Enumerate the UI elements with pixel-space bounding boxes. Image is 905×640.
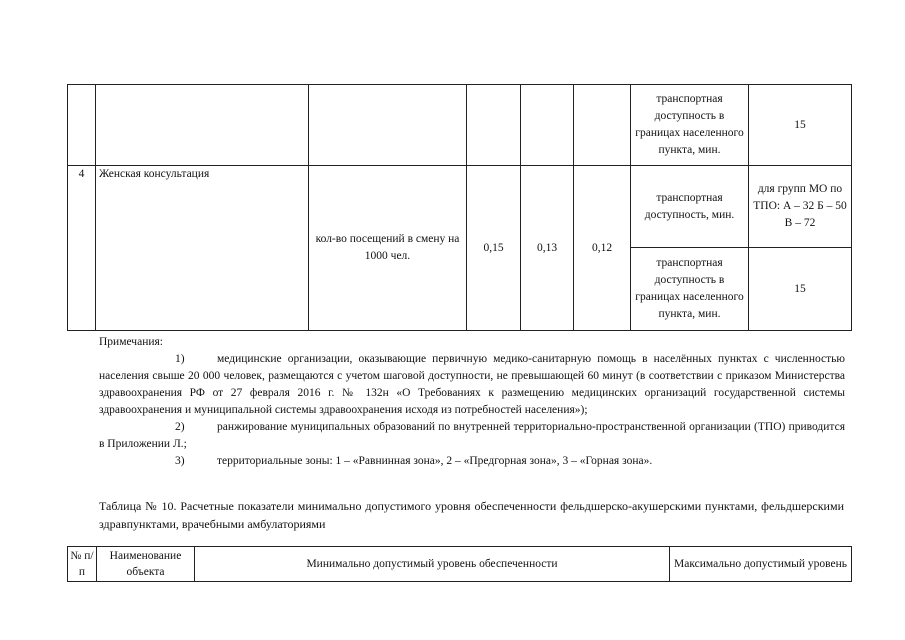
provision-table xyxy=(67,84,852,331)
unit-cell xyxy=(309,166,467,331)
value-cell: 0,12 xyxy=(574,166,631,331)
note-item xyxy=(99,419,845,453)
value-cell: 15 xyxy=(749,248,852,331)
transport-cell: транспортная доступность в границах населенного пункта, мин. xyxy=(631,248,749,331)
note-number: 3) xyxy=(175,455,185,467)
note-text: ранжирование муниципальных образований по внутренней территориально-пространственной организации (ТПО) приводится в Приложении Л.; xyxy=(99,421,845,450)
note-text: территориальные зоны: 1 – «Равнинная зона», 2 – «Предгорная зона», 3 – «Горная зона». xyxy=(217,455,653,467)
note-item xyxy=(99,351,845,419)
row-number: 4 xyxy=(68,166,96,331)
table-row xyxy=(68,166,852,248)
transport-cell: транспортная доступность, мин. xyxy=(631,166,749,248)
note-text: медицинские организации, оказывающие первичную медико-санитарную помощь в населённых пунктах с численностью населения свыше 20 000 человек, размещаются с учетом шаговой доступности, не превышающей 60 минут (в соответствии с приказом Министерства здравоохранения РФ от 27 февраля 2016 г. № 132н «О Требованиях к размещению медицинских организаций государственной системы здравоохранения и муниципальной системы здравоохранения исходя из потребностей населения»); xyxy=(99,353,845,416)
note-number: 1) xyxy=(175,353,185,365)
header-num: № п/п xyxy=(68,547,97,582)
header-name: Наименование объекта xyxy=(97,547,195,582)
table-cell xyxy=(574,85,631,166)
table-cell xyxy=(96,85,309,166)
value-cell: 15 xyxy=(749,85,852,166)
table-cell xyxy=(521,85,574,166)
value-cell: 0,13 xyxy=(521,166,574,331)
table-caption: Таблица № 10. Расчетные показатели минимально допустимого уровня обеспеченности фельдшерско-акушерскими пунктами, фельдшерскими здравпунктами, врачебными амбулаториями xyxy=(99,499,844,531)
header-min: Минимально допустимый уровень обеспеченности xyxy=(195,547,670,582)
table-cell xyxy=(68,85,96,166)
header-max: Максимально допустимый уровень xyxy=(670,547,852,582)
note-number: 2) xyxy=(175,421,185,433)
object-name: Женская консультация xyxy=(96,166,309,331)
note-item xyxy=(99,453,845,470)
value-cell: для групп МО по ТПО: А – 32 Б – 50 В – 72 xyxy=(749,166,852,248)
table-cell xyxy=(467,85,521,166)
ambulatory-table xyxy=(67,546,852,582)
unit-text: кол-во посещений в смену на 1000 чел. xyxy=(315,233,460,262)
table-header-row xyxy=(68,547,852,582)
table-row xyxy=(68,85,852,166)
value-cell: 0,15 xyxy=(467,166,521,331)
notes-block xyxy=(99,334,845,470)
notes-heading: Примечания: xyxy=(99,336,163,348)
table-cell xyxy=(309,85,467,166)
transport-cell: транспортная доступность в границах населенного пункта, мин. xyxy=(631,85,749,166)
